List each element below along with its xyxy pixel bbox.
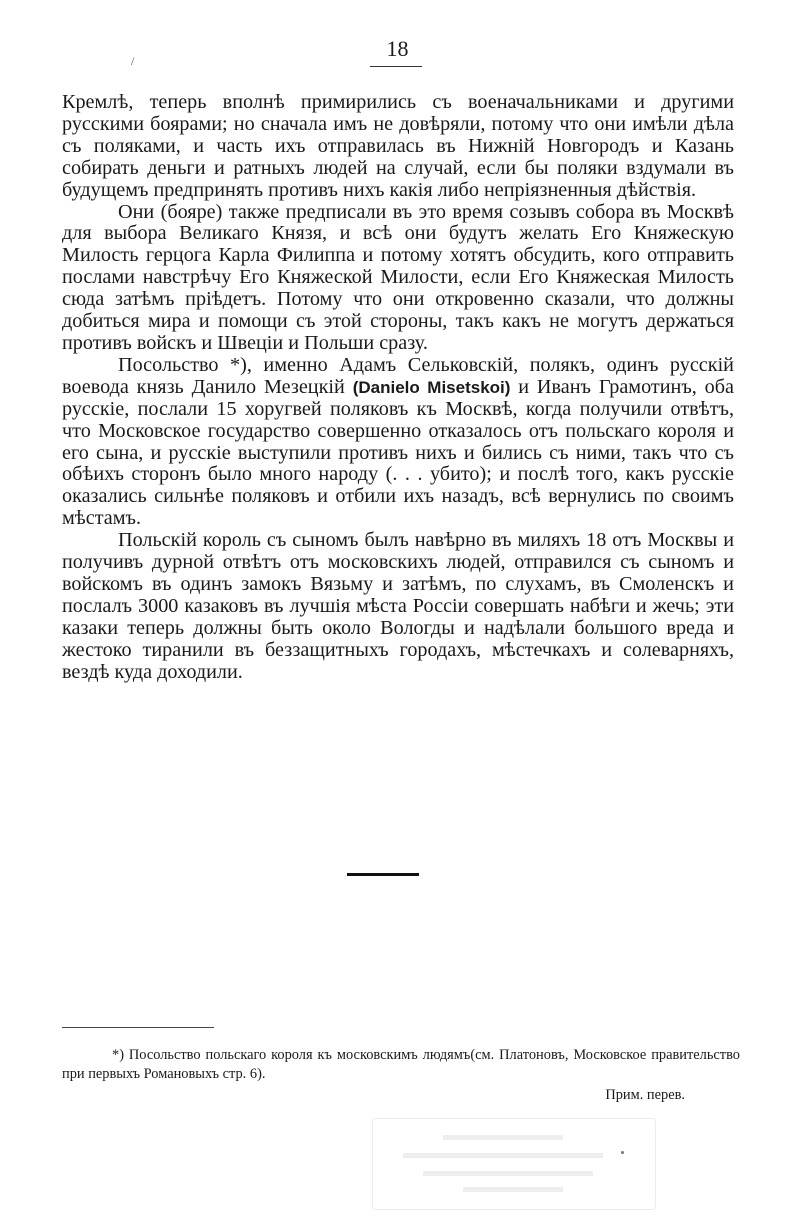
translator-note: Прим. перев.	[605, 1087, 685, 1103]
embassy-text-part-1: Посольство *), именно Адамъ Сельковскій, полякъ, одинъ русскій воевода князь Данило Мезецкій	[62, 353, 734, 398]
paragraph-kremlin: Кремлѣ, теперь вполнѣ примирились съ военачальниками и другими русскими боярами; но сначала имъ не довѣряли, потому что они имѣли дѣла съ поляками, и часть ихъ отправилась въ Нижній Новгородъ и Казань собирать деньги и ратныхъ людей на случай, если бы поляки вздумали въ будущемъ предпринять противъ нихъ какія либо непріязненныя дѣйствія.	[62, 91, 734, 201]
stray-pencil-mark: /	[131, 54, 135, 68]
paragraph-boyars-sobor: Они (бояре) также предписали въ это время созывъ собора въ Москвѣ для выбора Великаго Князя, и всѣ они будутъ желать Его Княжескую Милость герцога Карла Филиппа и потому хотятъ обсудить, кого отправить послами навстрѣчу Его Княжеской Милости, если Его Княжеская Милость сюда затѣмъ пріѣдетъ. Потому что они откровенно сказали, что должны добиться мира и помощи съ этой стороны, такъ какъ не могутъ держаться противъ войскъ и Швеціи и Польши сразу.	[62, 200, 734, 354]
stamp-line	[463, 1187, 563, 1192]
paragraph-polish-king: Польскій король съ сыномъ былъ навѣрно въ миляхъ 18 отъ Москвы и получивъ дурной отвѣтъ отъ московскихъ людей, отправился съ сыномъ и войскомъ въ одинъ замокъ Вязьму и затѣмъ, по слухамъ, въ Смоленскъ и послалъ 3000 казаковъ въ лучшія мѣста Россіи совершать набѣги и жечь; эти казаки теперь должны быть около Вологды и надѣлали большого вреда и жестоко тиранили въ беззащитныхъ городахъ, мѣстечкахъ и солеварняхъ, вездѣ куда доходили.	[62, 529, 734, 683]
stamp-line	[403, 1153, 603, 1158]
footnote-separator	[62, 1027, 214, 1028]
stamp-line	[423, 1171, 593, 1176]
faded-library-stamp	[372, 1118, 656, 1210]
stamp-line	[443, 1135, 563, 1140]
section-end-rule	[347, 873, 419, 876]
stamp-dot	[621, 1151, 624, 1154]
paragraph-embassy	[62, 355, 734, 530]
embassy-text-part-2: и Иванъ Грамотинъ, оба русскіе, послали 15 хоругвей поляковъ къ Москвѣ, когда получили отвѣтъ, что Московское государство совершенно отказалось отъ польскаго короля и его сына, и русскіе выступили противъ нихъ и бились съ ними, такъ что съ обѣихъ сторонъ было много народу (. . . убито); и послѣ того, какъ русскіе оказались сильнѣе поляковъ и отбили ихъ назадъ, всѣ вернулись по своимъ мѣстамъ.	[62, 375, 734, 530]
footnote: *) Посольство польскаго короля къ московскимъ людямъ(см. Платоновъ, Московское правительство при первыхъ Романовыхъ стр. 6).	[62, 1047, 740, 1082]
page-number: 18	[386, 36, 409, 61]
page-number-underline	[370, 66, 422, 67]
main-text	[62, 92, 734, 683]
latin-name: (Danielo Misetskoi)	[352, 377, 511, 397]
